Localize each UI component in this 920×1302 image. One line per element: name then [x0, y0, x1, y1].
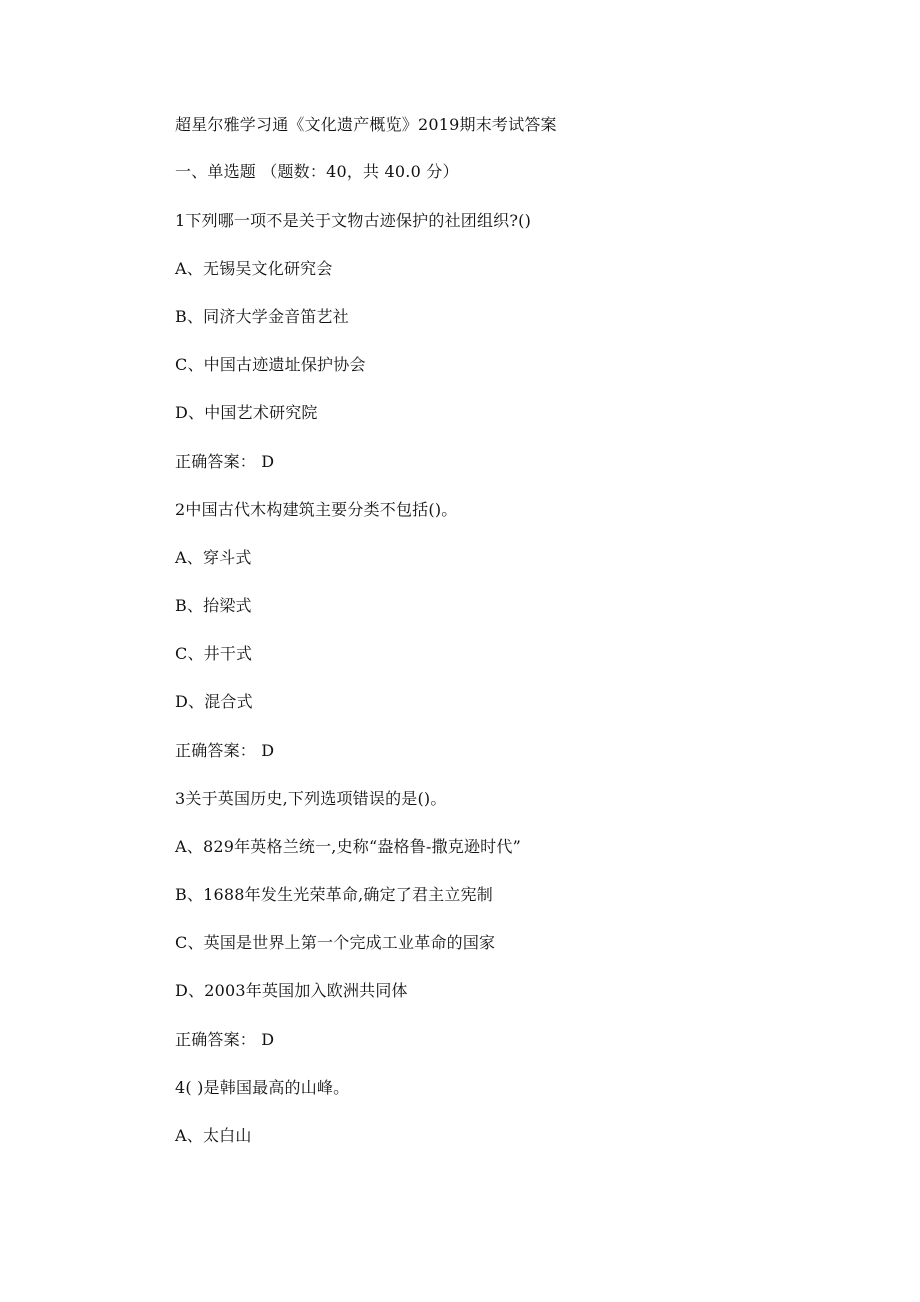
- question-1-stem: 1下列哪一项不是关于文物古迹保护的社团组织?(): [175, 211, 532, 230]
- question-3-stem: 3关于英国历史,下列选项错误的是()。: [175, 789, 447, 808]
- question-3-option-d: D、2003年英国加入欧洲共同体: [175, 981, 408, 1000]
- question-1-option-b: B、同济大学金音笛艺社: [175, 307, 349, 326]
- question-2-option-c: C、井干式: [175, 644, 253, 663]
- question-2-option-a: A、穿斗式: [175, 548, 252, 567]
- question-4-option-a: A、太白山: [175, 1126, 252, 1145]
- document-title: 超星尔雅学习通《文化遗产概览》2019期末考试答案: [175, 115, 557, 134]
- question-1-option-a: A、无锡吴文化研究会: [175, 259, 333, 278]
- question-3-option-a: A、829年英格兰统一,史称“盎格鲁-撒克逊时代”: [175, 837, 521, 856]
- question-1-option-c: C、中国古迹遗址保护协会: [175, 355, 366, 374]
- question-2-stem: 2中国古代木构建筑主要分类不包括()。: [175, 500, 458, 519]
- question-3-answer: 正确答案： D: [175, 1030, 275, 1049]
- question-2-answer: 正确答案： D: [175, 741, 275, 760]
- question-4-stem: 4( )是韩国最高的山峰。: [175, 1078, 350, 1097]
- question-1-answer: 正确答案： D: [175, 452, 275, 471]
- question-3-option-c: C、英国是世界上第一个完成工业革命的国家: [175, 933, 496, 952]
- question-2-option-d: D、混合式: [175, 692, 253, 711]
- question-2-option-b: B、抬梁式: [175, 596, 252, 615]
- question-1-option-d: D、中国艺术研究院: [175, 403, 318, 422]
- section-heading: 一、单选题 （题数：40，共 40.0 分）: [175, 162, 459, 181]
- question-3-option-b: B、1688年发生光荣革命,确定了君主立宪制: [175, 885, 493, 904]
